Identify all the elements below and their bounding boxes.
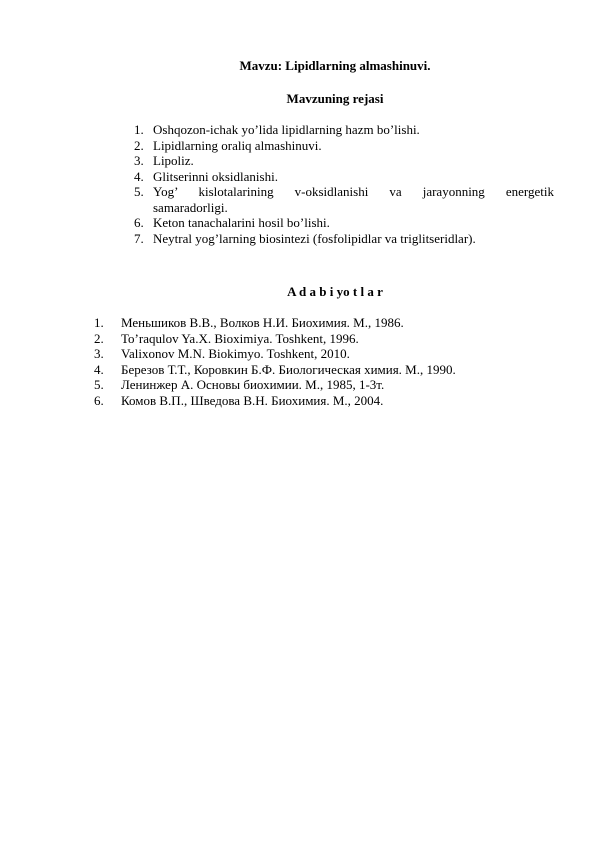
plan-item-text-continuation: samaradorligi. bbox=[153, 199, 228, 215]
reference-item bbox=[94, 331, 554, 347]
plan-item-number: 1. bbox=[134, 122, 144, 137]
plan-item-number: 2. bbox=[134, 137, 144, 153]
reference-number: 4. bbox=[94, 361, 104, 377]
plan-item bbox=[134, 153, 554, 169]
reference-item bbox=[94, 362, 554, 378]
plan-item-text: Yog’ kislotalarining v-oksidlanishi va jarayonning energetik bbox=[153, 184, 554, 199]
reference-number: 1. bbox=[94, 315, 104, 330]
literature-heading: A d a b i yo t l a r bbox=[287, 284, 383, 299]
reference-number: 2. bbox=[94, 330, 104, 346]
plan-item bbox=[134, 184, 554, 215]
reference-number: 3. bbox=[94, 346, 104, 361]
plan-item bbox=[134, 215, 554, 231]
reference-item bbox=[94, 377, 554, 393]
plan-heading: Mavzuning rejasi bbox=[286, 91, 384, 106]
reference-text: Комов В.П., Шведова В.Н. Биохимия. М., 2004. bbox=[121, 392, 384, 408]
reference-number: 6. bbox=[94, 392, 104, 408]
reference-text: To’raqulov Ya.X. Bioximiya. Toshkent, 1996. bbox=[121, 330, 359, 346]
reference-item bbox=[94, 315, 554, 331]
plan-item-text: Lipoliz. bbox=[153, 153, 194, 168]
plan-item bbox=[134, 122, 554, 138]
plan-item-text: Neytral yog’larning biosintezi (fosfolipidlar va triglitseridlar). bbox=[153, 230, 476, 246]
plan-item-text: Glitserinni oksidlanishi. bbox=[153, 168, 278, 184]
reference-text: Меньшиков В.В., Волков Н.И. Биохимия. М., 1986. bbox=[121, 315, 404, 330]
plan-item bbox=[134, 138, 554, 154]
reference-text: Valixonov M.N. Biokimyo. Toshkent, 2010. bbox=[121, 346, 350, 361]
plan-item-text: Lipidlarning oraliq almashinuvi. bbox=[153, 137, 322, 153]
reference-item bbox=[94, 393, 554, 409]
plan-item bbox=[134, 231, 554, 247]
plan-item-number: 7. bbox=[134, 230, 144, 246]
plan-list bbox=[134, 122, 554, 246]
plan-item-number: 6. bbox=[134, 215, 144, 230]
plan-item-text: Oshqozon-ichak yo’lida lipidlarning hazm bo’lishi. bbox=[153, 122, 420, 137]
reference-text: Березов Т.Т., Коровкин Б.Ф. Биологическая химия. М., 1990. bbox=[121, 361, 456, 377]
reference-text: Ленинжер А. Основы биохимии. М., 1985, 1-3т. bbox=[121, 377, 385, 392]
plan-item bbox=[134, 169, 554, 185]
plan-item-number: 3. bbox=[134, 153, 144, 168]
reference-number: 5. bbox=[94, 377, 104, 392]
reference-list bbox=[94, 315, 554, 408]
reference-item bbox=[94, 346, 554, 362]
plan-item-number: 4. bbox=[134, 168, 144, 184]
plan-item-number: 5. bbox=[134, 184, 144, 199]
plan-item-text: Keton tanachalarini hosil bo’lishi. bbox=[153, 215, 330, 230]
document-title: Mavzu: Lipidlarning almashinuvi. bbox=[239, 58, 431, 73]
